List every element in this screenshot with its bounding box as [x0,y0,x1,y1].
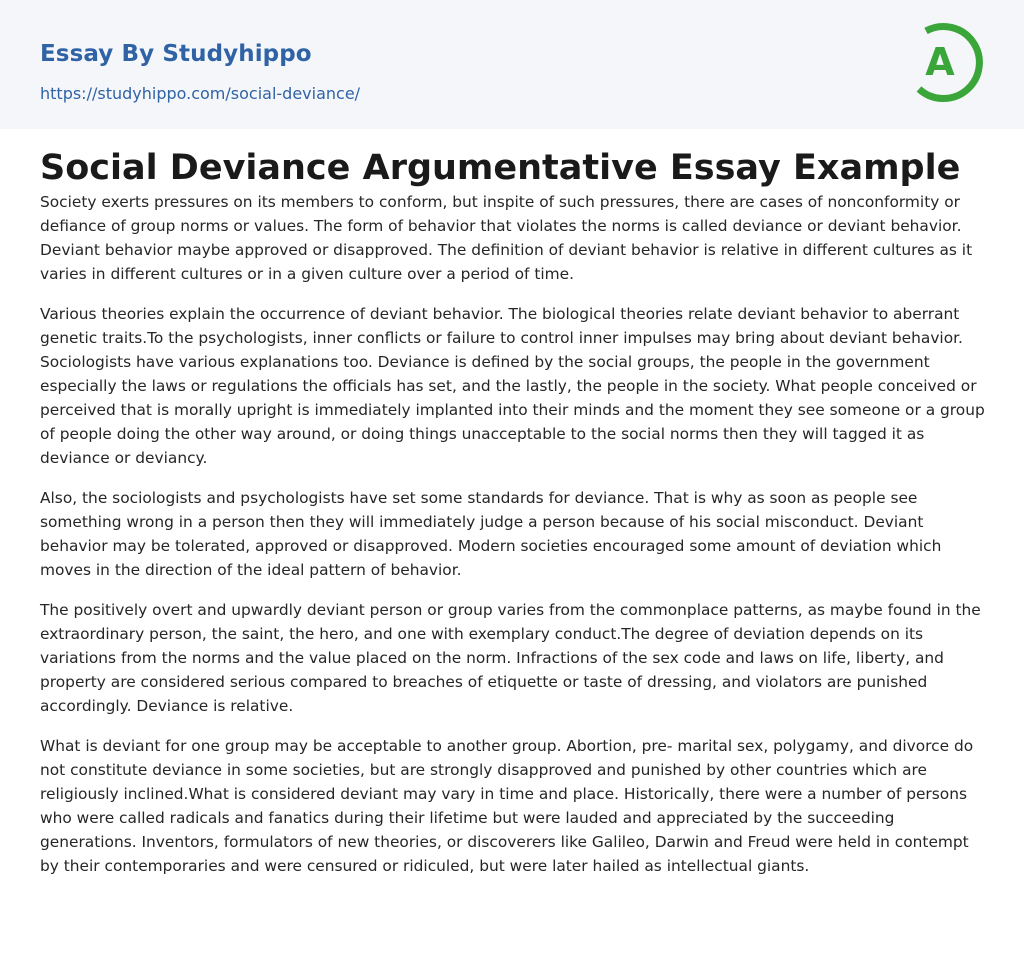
article-paragraph: The positively overt and upwardly deviant person or group varies from the commonplace patterns, as maybe found in the extraordinary person, the saint, the hero, and one with exemplary conduct.The degree of deviation depends on its variations from the norms and the value placed on the norm. Infractions of the sex code and laws on life, liberty, and property are considered serious compared to breaches of etiquette or taste of dressing, and violators are punished accordingly. Deviance is relative. [40,601,981,715]
site-brand[interactable]: Essay By Studyhippo [40,41,312,67]
article-url-link[interactable]: https://studyhippo.com/social-deviance/ [40,84,361,103]
article [0,129,1024,878]
studyhippo-logo-icon[interactable] [911,19,987,105]
article-title: Social Deviance Argumentative Essay Example [40,148,961,188]
site-header [0,0,1024,129]
article-paragraph: Also, the sociologists and psychologists have set some standards for deviance. That is why as soon as people see something wrong in a person then they will immediately judge a person because of his social misconduct. Deviant behavior may be tolerated, approved or disapproved. Modern societies encouraged some amount of deviation which moves in the direction of the ideal pattern of behavior. [40,489,942,579]
logo-letter: A [925,40,955,84]
article-paragraph: What is deviant for one group may be acceptable to another group. Abortion, pre- marital sex, polygamy, and divorce do not constitute deviance in some societies, but are strongly disapproved and punished by other countries which are religiously inclined.What is considered deviant may vary in time and place. Historically, there were a number of persons who were called radicals and fanatics during their lifetime but were lauded and appreciated by the succeeding generations. Inventors, formulators of new theories, or discoverers like Galileo, Darwin and Freud were held in contempt by their contemporaries and were censured or ridiculed, but were later hailed as intellectual giants. [40,737,974,875]
article-paragraph: Various theories explain the occurrence of deviant behavior. The biological theories relate deviant behavior to aberrant genetic traits.To the psychologists, inner conflicts or failure to control inner impulses may bring about deviant behavior. Sociologists have various explanations too. Deviance is defined by the social groups, the people in the government especially the laws or regulations the officials has set, and the lastly, the people in the society. What people conceived or perceived that is morally upright is immediately implanted into their minds and the moment they see someone or a group of people doing the other way around, or doing things unacceptable to the social norms then they will tagged it as deviance or deviancy. [40,305,985,467]
article-paragraph: Society exerts pressures on its members to conform, but inspite of such pressures, there are cases of nonconformity or defiance of group norms or values. The form of behavior that violates the norms is called deviance or deviant behavior. Deviant behavior maybe approved or disapproved. The definition of deviant behavior is relative in different cultures as it varies in different cultures or in a given culture over a period of time. [40,193,973,283]
